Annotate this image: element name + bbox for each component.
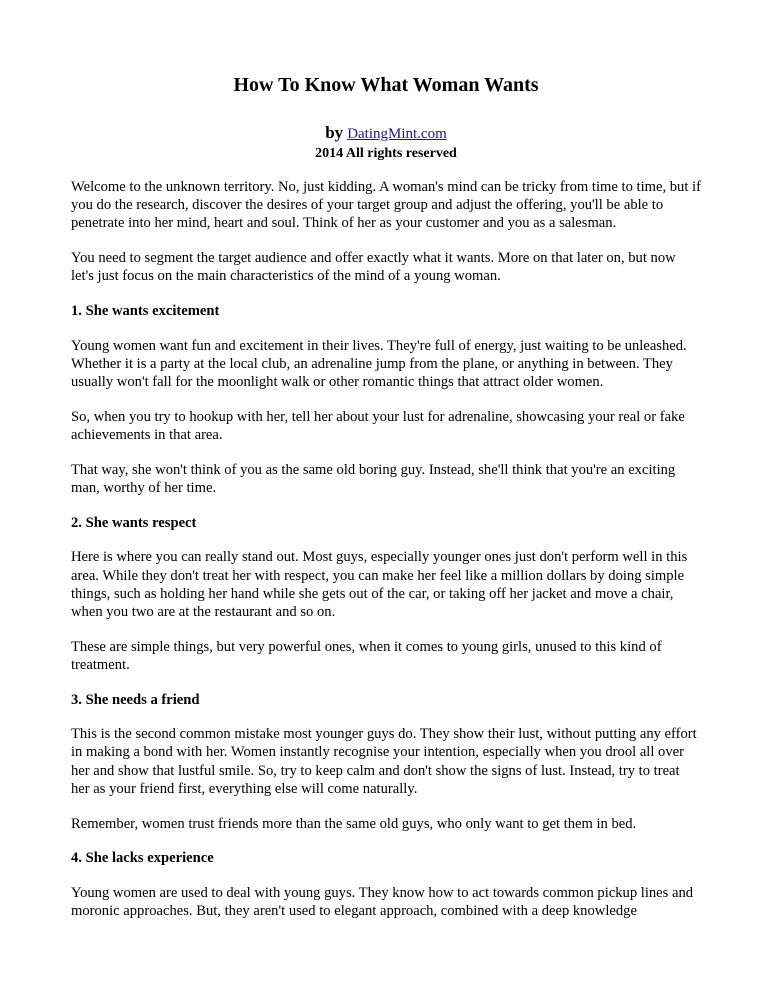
document-body [71, 178, 701, 937]
intro-paragraph: Welcome to the unknown territory. No, just kidding. A woman's mind can be tricky from time to time, but if you do the research, discover the desires of your target group and adjust the offering, you'll be able to penetrate into her mind, heart and soul. Think of her as your customer and you as a salesman. [71, 179, 701, 232]
section-paragraph: This is the second common mistake most younger guys do. They show their lust, without putting any effort in making a bond with her. Women instantly recognise your intention, especially when you drool all over her and show that lustful smile. So, try to keep calm and don't show the signs of lust. Instead, try to treat her as your friend first, everything else will come naturally. [71, 726, 697, 797]
section-paragraph: Here is where you can really stand out. Most guys, especially younger ones just don't perform well in this area. While they don't treat her with respect, you can make her feel like a million dollars by doing simple things, such as holding her hand while she gets out of the car, or taking off her jacket and move a chair, when you two are at the restaurant and so on. [71, 549, 688, 620]
section-heading: 4. She lacks experience [71, 850, 214, 867]
section-paragraph: Remember, women trust friends more than the same old guys, who only want to get them in bed. [71, 815, 637, 832]
byline [71, 123, 701, 144]
byline-by: by [325, 123, 344, 142]
section-heading: 1. She wants excitement [71, 303, 220, 320]
section-heading: 3. She needs a friend [71, 691, 200, 708]
intro-paragraph: You need to segment the target audience and offer exactly what it wants. More on that later on, but now let's just focus on the main characteristics of the mind of a young woman. [71, 250, 676, 285]
section-paragraph: Young women want fun and excitement in their lives. They're full of energy, just waiting to be unleashed. Whether it is a party at the local club, an adrenaline jump from the plane, or anything in between. They usually won't fall for the moonlight walk or other romantic things that attract older women. [71, 337, 687, 391]
document-title: How To Know What Woman Wants [233, 74, 539, 96]
section-paragraph: So, when you try to hookup with her, tell her about your lust for adrenaline, showcasing your real or fake achievements in that area. [71, 408, 685, 444]
section-paragraph: These are simple things, but very powerful ones, when it comes to young girls, unused to this kind of treatment. [71, 638, 662, 673]
copyright-notice: 2014 All rights reserved [315, 146, 457, 161]
section-paragraph: That way, she won't think of you as the same old boring guy. Instead, she'll think that you're an exciting man, worthy of her time. [71, 461, 676, 496]
section-heading: 2. She wants respect [71, 514, 197, 531]
source-link[interactable]: DatingMint.com [347, 126, 447, 142]
section-paragraph: Young women are used to deal with young guys. They know how to act towards common pickup lines and moronic approaches. But, they aren't used to elegant approach, combined with a deep knowledge [71, 884, 694, 920]
